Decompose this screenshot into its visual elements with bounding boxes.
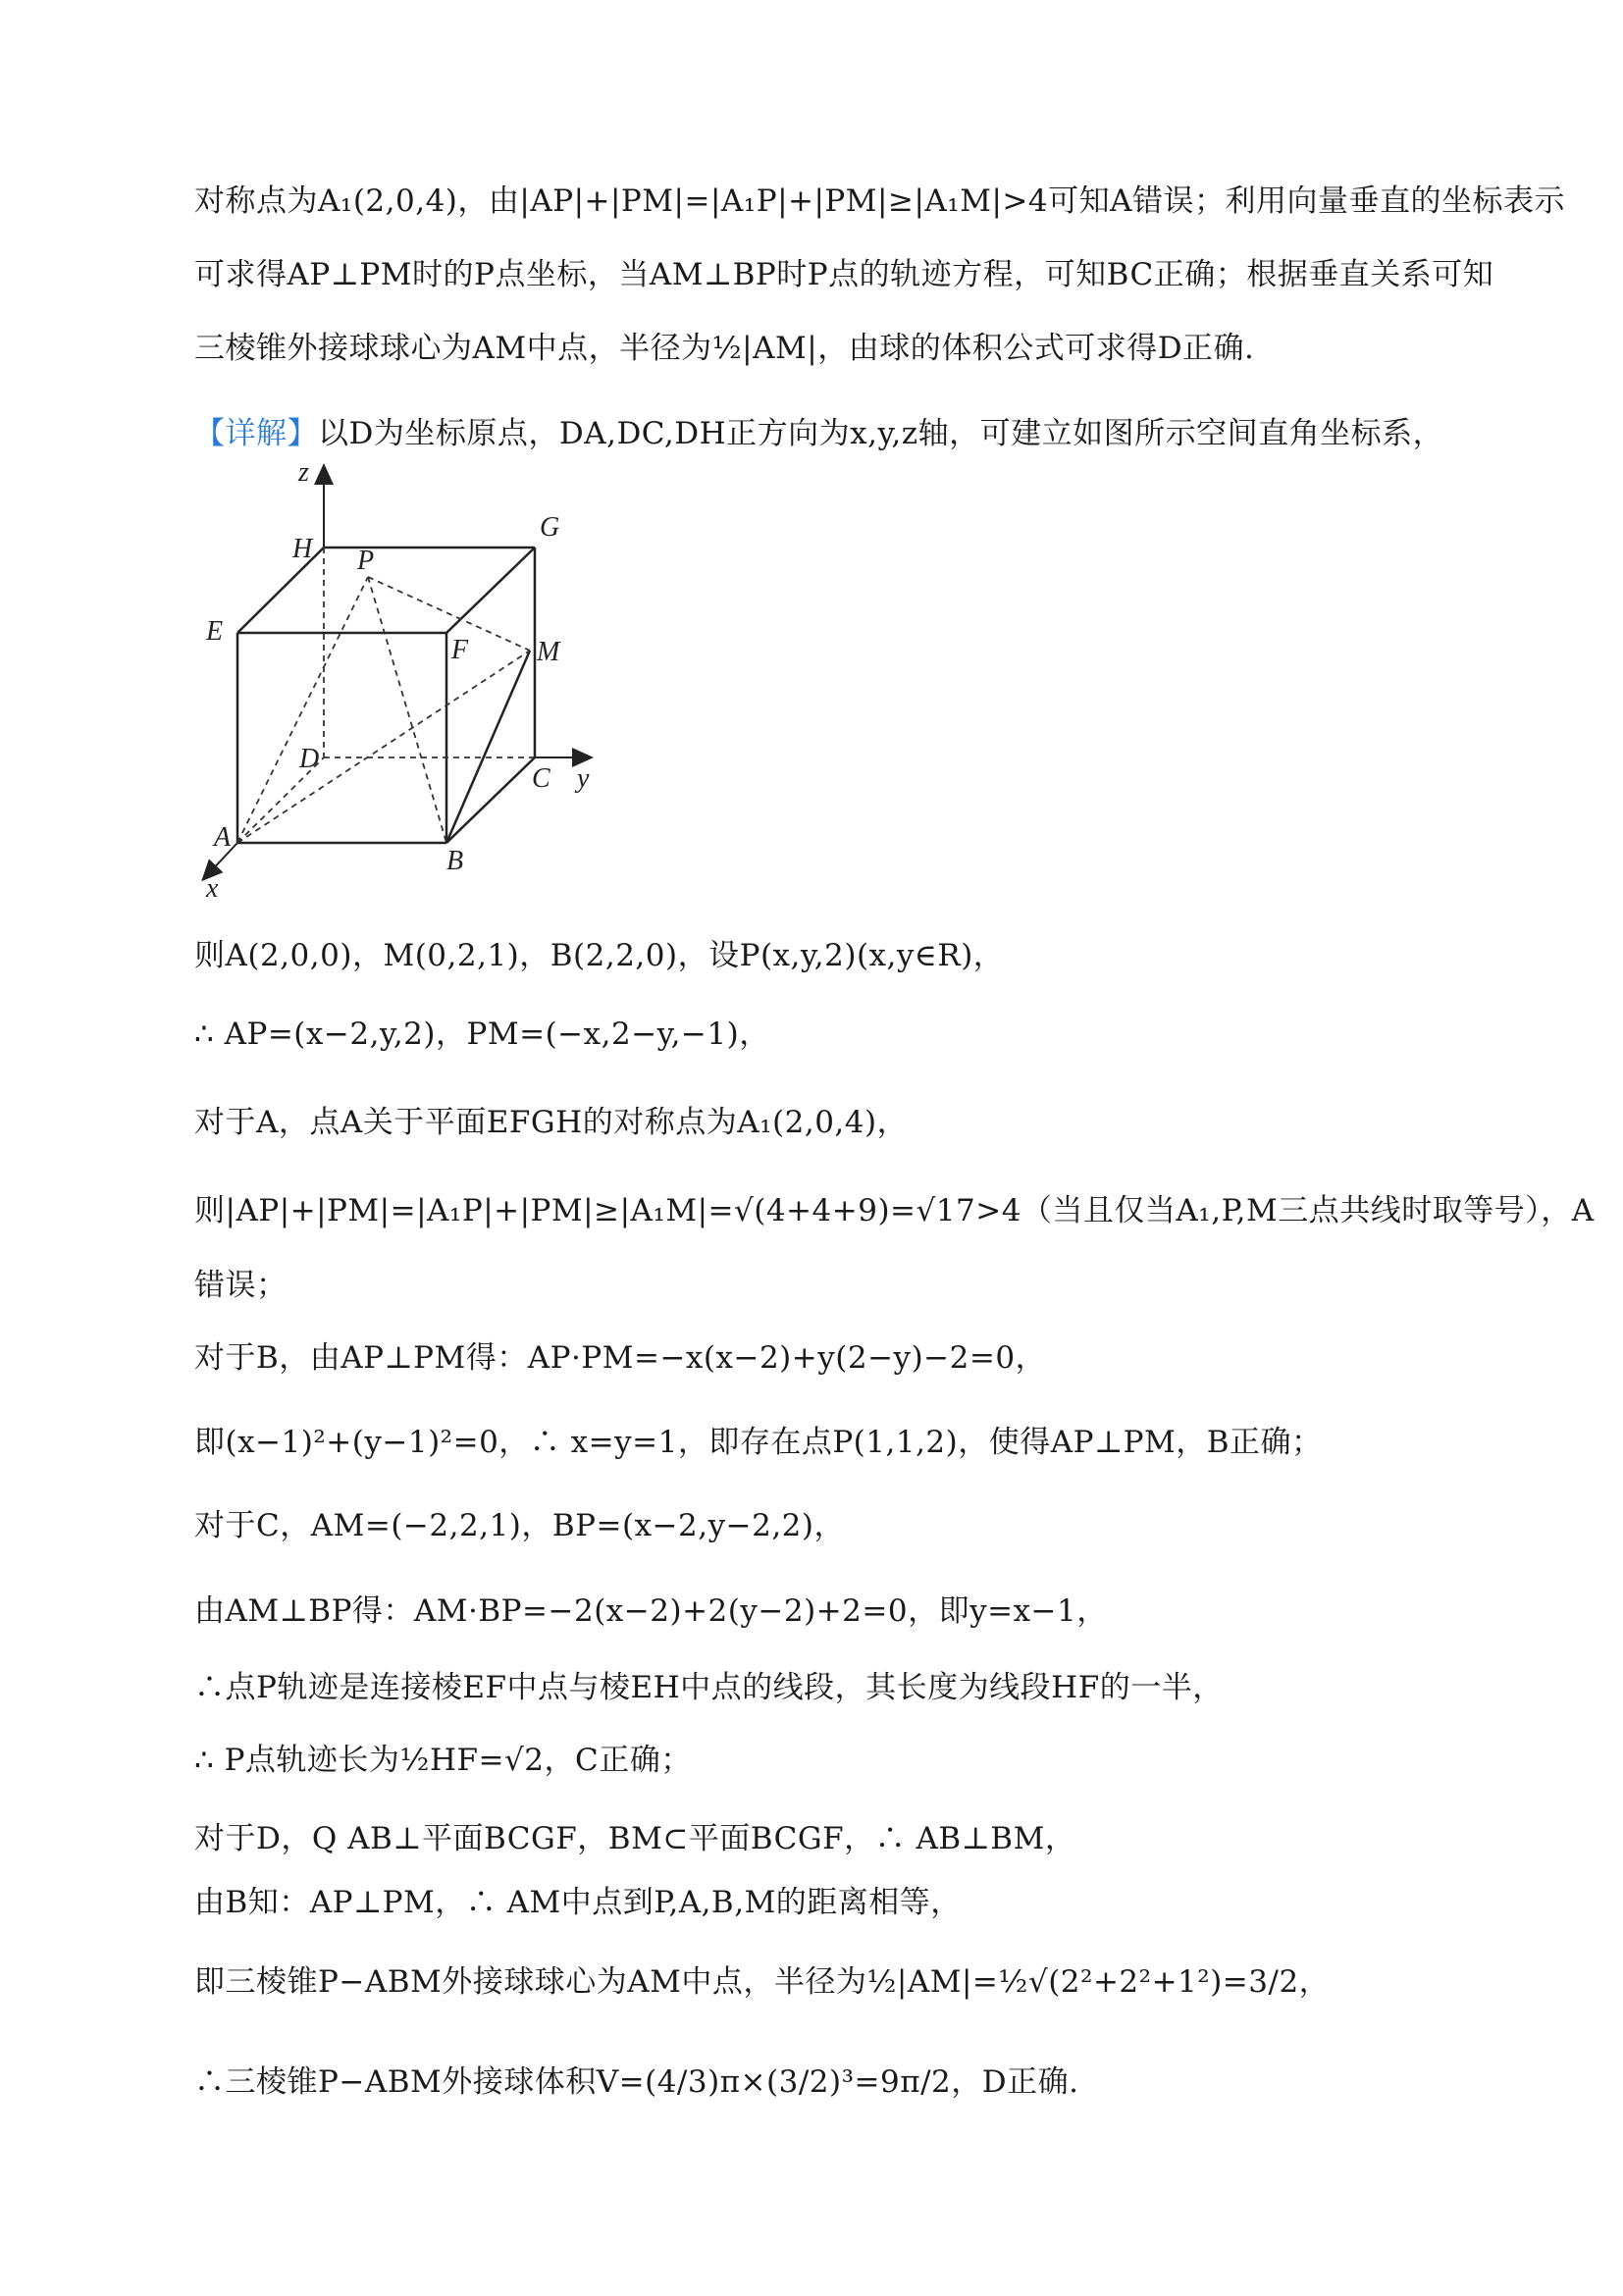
label-E: E xyxy=(206,616,224,647)
text-line-2: 可求得AP⊥PM时的P点坐标，当AM⊥BP时P点的轨迹方程，可知BC正确；根据垂直关系可知 xyxy=(194,257,1494,292)
text-line-12: 对于C，AM=(−2,2,1)，BP=(x−2,y−2,2)， xyxy=(194,1508,845,1543)
text-line-6: ∴ AP=(x−2,y,2)，PM=(−x,2−y,−1)， xyxy=(194,1017,770,1052)
text-line-13: 由AM⊥BP得：AM·BP=−2(x−2)+2(y−2)+2=0，即y=x−1， xyxy=(194,1593,1108,1629)
segment-PB xyxy=(368,577,446,843)
cube-figure xyxy=(186,461,628,913)
label-P: P xyxy=(357,546,375,576)
label-H: H xyxy=(292,534,313,564)
text-line-3: 三棱锥外接球球心为AM中点，半径为½|AM|，由球的体积公式可求得D正确. xyxy=(194,331,1255,366)
text-line-18: 即三棱锥P−ABM外接球球心为AM中点，半径为½|AM|=½√(2²+2²+1²)=3/2， xyxy=(194,1964,1331,2000)
edge-FG xyxy=(446,548,535,633)
edge-BC xyxy=(446,757,535,843)
text-line-10: 对于B，由AP⊥PM得：AP·PM=−x(x−2)+y(2−y)−2=0， xyxy=(194,1340,1047,1376)
detail-tag: 【详解】 xyxy=(194,416,318,451)
cube-diagram xyxy=(186,461,628,913)
text-line-5: 则A(2,0,0)，M(0,2,1)，B(2,2,0)，设P(x,y,2)(x,y∈R)， xyxy=(194,938,1005,973)
label-y: y xyxy=(577,763,590,794)
text-line-1: 对称点为A₁(2,0,4)，由|AP|+|PM|=|A₁P|+|PM|≥|A₁M|>4可知A错误；利用向量垂直的坐标表示 xyxy=(194,183,1565,219)
label-x: x xyxy=(206,873,219,904)
label-G: G xyxy=(540,512,560,543)
text-line-9: 错误； xyxy=(194,1268,288,1303)
text-line-11: 即(x−1)²+(y−1)²=0，∴ x=y=1，即存在点P(1,1,2)，使得AP⊥PM，B正确； xyxy=(194,1425,1323,1460)
label-B: B xyxy=(446,846,464,876)
segment-PM xyxy=(368,577,530,651)
text-line-17: 由B知：AP⊥PM，∴ AM中点到P,A,B,M的距离相等， xyxy=(194,1885,962,1920)
text-line-19: ∴三棱锥P−ABM外接球体积V=(4/3)π×(3/2)³=9π/2，D正确. xyxy=(194,2064,1079,2100)
segment-BM xyxy=(446,651,530,843)
text-line-15: ∴ P点轨迹长为½HF=√2，C正确； xyxy=(194,1743,692,1778)
text-line-16: 对于D，Q AB⊥平面BCGF，BM⊂平面BCGF，∴ AB⊥BM， xyxy=(194,1821,1076,1856)
label-M: M xyxy=(537,637,560,667)
text-line-8: 则|AP|+|PM|=|A₁P|+|PM|≥|A₁M|=√(4+4+9)=√17>4（当且仅当A₁,P,M三点共线时取等号），A xyxy=(194,1193,1595,1228)
label-A: A xyxy=(214,822,232,853)
text-line-4-body: 以D为坐标原点，DA,DC,DH正方向为x,y,z轴，可建立如图所示空间直角坐标系， xyxy=(318,416,1444,451)
text-line-14: ∴点P轨迹是连接棱EF中点与棱EH中点的线段，其长度为线段HF的一半， xyxy=(194,1670,1224,1705)
label-D: D xyxy=(299,744,320,774)
text-line-4 xyxy=(194,412,1470,455)
label-z: z xyxy=(298,461,309,488)
label-C: C xyxy=(532,763,550,794)
text-line-7: 对于A，点A关于平面EFGH的对称点为A₁(2,0,4)， xyxy=(194,1105,909,1140)
segment-AM xyxy=(237,651,530,843)
label-F: F xyxy=(451,635,469,665)
segment-AP xyxy=(237,577,368,843)
